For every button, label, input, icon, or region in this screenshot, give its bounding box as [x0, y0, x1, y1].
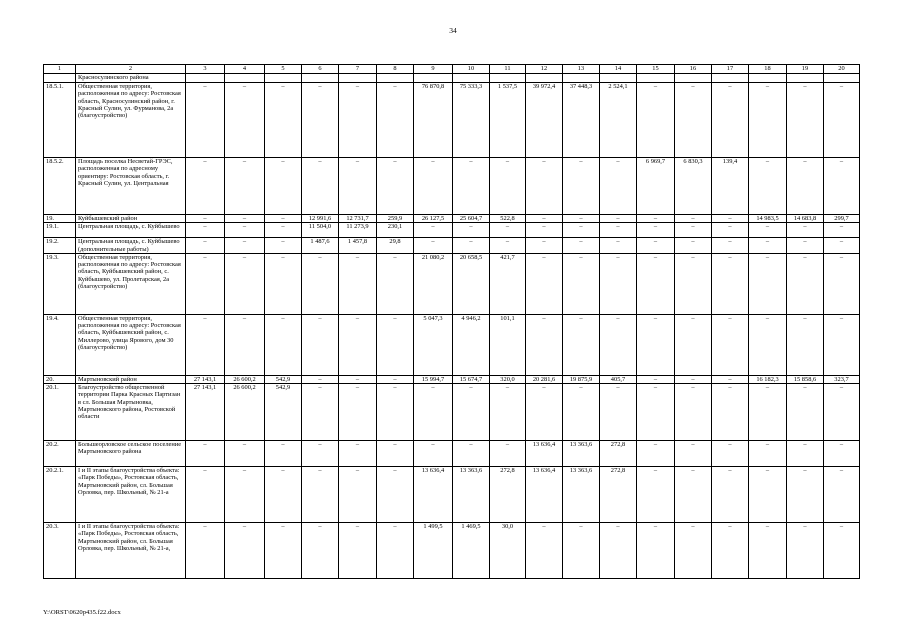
table-cell: 13 363,6 [563, 441, 600, 467]
table-cell: – [749, 158, 787, 215]
column-number: 13 [563, 65, 600, 74]
table-cell: – [675, 467, 712, 523]
table-cell: – [824, 238, 860, 254]
table-cell: – [339, 253, 377, 314]
table-cell: – [712, 215, 749, 223]
table-row [44, 74, 860, 83]
table-cell: – [675, 314, 712, 375]
table-cell: – [225, 253, 265, 314]
column-number: 10 [453, 65, 490, 74]
table-cell: – [749, 238, 787, 254]
table-cell: – [712, 523, 749, 579]
table-cell: – [600, 253, 637, 314]
table-cell: – [824, 384, 860, 441]
table-cell: – [749, 384, 787, 441]
table-cell: – [490, 223, 526, 238]
column-number: 4 [225, 65, 265, 74]
table-cell: – [186, 238, 225, 254]
table-cell: – [414, 158, 453, 215]
table-cell: – [186, 158, 225, 215]
table-cell: – [186, 83, 225, 158]
table-cell: – [265, 223, 302, 238]
table-cell: – [265, 441, 302, 467]
column-number: 7 [339, 65, 377, 74]
table-cell: – [377, 375, 414, 383]
table-cell: 12 731,7 [339, 215, 377, 223]
table-cell: 1 537,5 [490, 83, 526, 158]
table-cell: – [787, 238, 824, 254]
table-cell: – [490, 158, 526, 215]
row-name: I и II этапы благоустройства объекта: «Парк Победы», Ростовская область, Мартыновский район, сл. Большая Орловка, пер. Школьный, № 21-а [76, 467, 186, 523]
table-cell: – [225, 467, 265, 523]
table-cell: 1 457,8 [339, 238, 377, 254]
table-cell: – [225, 215, 265, 223]
table-cell: – [490, 441, 526, 467]
table-row [44, 238, 860, 254]
table-row [44, 375, 860, 383]
table-cell: – [225, 223, 265, 238]
column-number: 9 [414, 65, 453, 74]
table-cell: 6 830,3 [675, 158, 712, 215]
table-cell: – [377, 83, 414, 158]
table-cell: 11 504,0 [302, 223, 339, 238]
table-cell: – [339, 441, 377, 467]
table-cell: – [712, 314, 749, 375]
table-cell: 14 683,8 [787, 215, 824, 223]
table-cell: – [787, 467, 824, 523]
table-cell: 21 080,2 [414, 253, 453, 314]
table-cell: – [749, 523, 787, 579]
column-number: 11 [490, 65, 526, 74]
table-cell: – [675, 441, 712, 467]
table-cell: – [637, 441, 675, 467]
row-code: 19.1. [44, 223, 76, 238]
table-cell: – [526, 384, 563, 441]
table-cell: – [637, 384, 675, 441]
table-cell: – [824, 441, 860, 467]
table-cell: 26 600,2 [225, 384, 265, 441]
row-code [44, 74, 76, 83]
table-cell: – [377, 253, 414, 314]
table-cell: – [675, 384, 712, 441]
table-cell: – [377, 441, 414, 467]
table-cell [490, 74, 526, 83]
table-cell: – [339, 523, 377, 579]
table-row [44, 158, 860, 215]
column-number: 12 [526, 65, 563, 74]
table-cell: – [787, 158, 824, 215]
table-cell: – [225, 441, 265, 467]
table-cell: – [675, 223, 712, 238]
table-cell: – [186, 314, 225, 375]
table-cell: – [225, 238, 265, 254]
table-cell: – [637, 223, 675, 238]
table-cell [824, 74, 860, 83]
table-cell: – [787, 83, 824, 158]
table-cell: – [563, 384, 600, 441]
table-cell: – [675, 238, 712, 254]
table-cell: – [563, 253, 600, 314]
table-cell: 13 363,6 [453, 467, 490, 523]
table-cell: – [637, 375, 675, 383]
table-row [44, 223, 860, 238]
table-cell: – [637, 238, 675, 254]
table-cell: – [414, 384, 453, 441]
table-cell: 1 487,6 [302, 238, 339, 254]
table-cell: – [265, 467, 302, 523]
table-cell: – [339, 375, 377, 383]
table-cell: – [302, 523, 339, 579]
row-code: 19.4. [44, 314, 76, 375]
row-code: 18.5.1. [44, 83, 76, 158]
table-cell [265, 74, 302, 83]
table-cell: 37 448,3 [563, 83, 600, 158]
table-cell [600, 74, 637, 83]
row-name: Куйбышевский район [76, 215, 186, 223]
table-cell: – [265, 238, 302, 254]
table-cell: 101,1 [490, 314, 526, 375]
table-row [44, 253, 860, 314]
table-cell: 272,8 [600, 467, 637, 523]
table-cell: – [675, 523, 712, 579]
table-cell: 405,7 [600, 375, 637, 383]
table-cell: – [600, 238, 637, 254]
table-cell: 13 636,4 [526, 441, 563, 467]
table-cell: – [453, 158, 490, 215]
table-cell [377, 74, 414, 83]
table-cell: – [186, 441, 225, 467]
table-cell: – [637, 523, 675, 579]
table-cell: – [490, 384, 526, 441]
table-cell [712, 74, 749, 83]
row-code: 19.2. [44, 238, 76, 254]
table-cell: – [265, 83, 302, 158]
table-cell: – [225, 314, 265, 375]
row-name: Центральная площадь, с. Куйбышево (дополнительные работы) [76, 238, 186, 254]
column-number: 19 [787, 65, 824, 74]
table-cell: – [414, 441, 453, 467]
table-cell: – [526, 238, 563, 254]
row-name: Мартыновский район [76, 375, 186, 383]
table-cell: – [712, 384, 749, 441]
table-cell: 421,7 [490, 253, 526, 314]
table-cell: – [339, 384, 377, 441]
table-cell: – [563, 238, 600, 254]
table-cell: – [339, 83, 377, 158]
budget-table [43, 64, 860, 579]
table-cell: 76 870,8 [414, 83, 453, 158]
table-cell: – [526, 215, 563, 223]
column-number: 6 [302, 65, 339, 74]
table-cell: – [490, 238, 526, 254]
table-cell: – [302, 83, 339, 158]
table-cell: – [377, 314, 414, 375]
table-cell: 19 875,9 [563, 375, 600, 383]
column-number: 15 [637, 65, 675, 74]
table-cell: – [563, 215, 600, 223]
table-cell: 230,1 [377, 223, 414, 238]
table-cell: 542,9 [265, 384, 302, 441]
table-cell: – [824, 467, 860, 523]
table-cell: 6 969,7 [637, 158, 675, 215]
table-cell: – [225, 83, 265, 158]
table-cell: – [414, 223, 453, 238]
table-cell: 4 946,2 [453, 314, 490, 375]
row-code: 20.3. [44, 523, 76, 579]
table-cell: – [265, 314, 302, 375]
row-name: Красносулинского района [76, 74, 186, 83]
table-cell: – [453, 384, 490, 441]
table-cell: – [377, 384, 414, 441]
table-cell: – [339, 467, 377, 523]
row-code: 20.1. [44, 384, 76, 441]
column-number: 16 [675, 65, 712, 74]
table-row [44, 314, 860, 375]
table-cell: – [749, 467, 787, 523]
table-cell: – [302, 384, 339, 441]
table-cell: – [675, 215, 712, 223]
table-cell: 75 333,3 [453, 83, 490, 158]
table-cell: – [526, 523, 563, 579]
table-cell: – [302, 253, 339, 314]
table-cell: 272,8 [600, 441, 637, 467]
table-cell: – [787, 523, 824, 579]
footer-file-path: Y:\ORST\0620p435.f22.docx [43, 609, 121, 616]
table-cell: – [526, 253, 563, 314]
column-number: 5 [265, 65, 302, 74]
table-cell [339, 74, 377, 83]
table-row [44, 523, 860, 579]
table-cell: – [414, 238, 453, 254]
table-cell: 299,7 [824, 215, 860, 223]
table-cell: – [265, 253, 302, 314]
table-cell: – [563, 314, 600, 375]
row-name: Общественная территория, расположенная по адресу: Ростовская область, Куйбышевский район, с. Куйбышево, ул. Пролетарская, 2а (благоустройство) [76, 253, 186, 314]
table-cell: – [824, 223, 860, 238]
table-cell: – [225, 523, 265, 579]
table-cell: – [225, 158, 265, 215]
table-cell: – [787, 223, 824, 238]
table-cell: 13 363,6 [563, 467, 600, 523]
table-cell: 39 972,4 [526, 83, 563, 158]
row-code: 19. [44, 215, 76, 223]
table-cell: – [600, 314, 637, 375]
table-cell: – [637, 314, 675, 375]
table-cell: 139,4 [712, 158, 749, 215]
table-cell: – [787, 253, 824, 314]
table-cell: 13 636,4 [526, 467, 563, 523]
table-cell: – [712, 223, 749, 238]
table-cell: – [302, 375, 339, 383]
row-name: Площадь поселка Несветай-ГРЭС, расположенная по адресному ориентиру: Ростовская область, г. Красный Сулин, ул. Центральная [76, 158, 186, 215]
table-cell: – [265, 158, 302, 215]
column-number: 18 [749, 65, 787, 74]
table-cell: – [302, 467, 339, 523]
table-cell [563, 74, 600, 83]
table-cell: – [749, 83, 787, 158]
table-cell: 15 858,6 [787, 375, 824, 383]
table-cell: – [563, 158, 600, 215]
table-cell: – [265, 523, 302, 579]
table-cell: – [526, 314, 563, 375]
table-cell [675, 74, 712, 83]
table-cell: – [600, 215, 637, 223]
table-cell [787, 74, 824, 83]
table-cell: – [377, 467, 414, 523]
table-cell: – [824, 158, 860, 215]
table-cell: 26 600,2 [225, 375, 265, 383]
table-cell: 30,0 [490, 523, 526, 579]
table-cell [637, 74, 675, 83]
row-code: 20.2. [44, 441, 76, 467]
table-cell: 16 182,3 [749, 375, 787, 383]
table-cell: – [302, 441, 339, 467]
table-cell: – [824, 83, 860, 158]
table-cell: – [712, 238, 749, 254]
column-number-row [44, 65, 860, 74]
column-number: 17 [712, 65, 749, 74]
table-row [44, 215, 860, 223]
table-cell: – [453, 238, 490, 254]
table-cell: 1 499,5 [414, 523, 453, 579]
table-cell: – [186, 467, 225, 523]
table-cell: 15 674,7 [453, 375, 490, 383]
table-cell: – [563, 223, 600, 238]
table-cell [225, 74, 265, 83]
table-cell: – [453, 441, 490, 467]
table-cell: – [563, 523, 600, 579]
table-cell: – [675, 253, 712, 314]
table-cell: – [637, 83, 675, 158]
table-cell: – [787, 384, 824, 441]
table-cell: 320,0 [490, 375, 526, 383]
table-cell: 5 047,3 [414, 314, 453, 375]
table-cell [526, 74, 563, 83]
column-number: 1 [44, 65, 76, 74]
table-cell: – [824, 523, 860, 579]
table-cell: – [339, 314, 377, 375]
row-code: 19.3. [44, 253, 76, 314]
table-cell: 2 524,1 [600, 83, 637, 158]
column-number: 3 [186, 65, 225, 74]
table-cell: 26 127,5 [414, 215, 453, 223]
table-cell: – [377, 523, 414, 579]
table-cell: – [600, 223, 637, 238]
table-cell: 11 273,9 [339, 223, 377, 238]
table-cell [453, 74, 490, 83]
table-cell: 20 658,5 [453, 253, 490, 314]
table-cell [302, 74, 339, 83]
table-cell: – [749, 253, 787, 314]
table-cell: – [186, 523, 225, 579]
table-cell [414, 74, 453, 83]
table-cell: – [675, 375, 712, 383]
table-cell: – [712, 441, 749, 467]
table-cell: – [749, 314, 787, 375]
table-cell: – [749, 223, 787, 238]
row-name: Центральная площадь, с. Куйбышево [76, 223, 186, 238]
table-cell: – [637, 467, 675, 523]
table-cell: – [712, 253, 749, 314]
table-cell: – [787, 314, 824, 375]
row-name: Общественная территория, расположенная по адресу: Ростовская область, Куйбышевский район, с. Миллерово, улица Ярового, дом 30 (благоустройство) [76, 314, 186, 375]
table-cell: 29,8 [377, 238, 414, 254]
table-cell: 20 281,6 [526, 375, 563, 383]
table-cell: – [824, 314, 860, 375]
column-number: 2 [76, 65, 186, 74]
table-cell: – [265, 215, 302, 223]
table-cell: 25 604,7 [453, 215, 490, 223]
row-code: 18.5.2. [44, 158, 76, 215]
row-name: Общественная территория, расположенная по адресу: Ростовская область, Красносулинский район, г. Красный Сулин, ул. Фурманова, 2а (благоустройство) [76, 83, 186, 158]
table-cell: – [302, 158, 339, 215]
table-cell: – [675, 83, 712, 158]
table-cell: 522,8 [490, 215, 526, 223]
table-cell: 27 143,1 [186, 384, 225, 441]
table-cell: – [787, 441, 824, 467]
table-cell: 27 143,1 [186, 375, 225, 383]
table-cell: – [749, 441, 787, 467]
row-code: 20. [44, 375, 76, 383]
row-name: Большеорловское сельское поселение Мартыновского района [76, 441, 186, 467]
table-cell: – [453, 223, 490, 238]
table-cell: 542,9 [265, 375, 302, 383]
table-row [44, 441, 860, 467]
table-cell [749, 74, 787, 83]
table-row [44, 83, 860, 158]
table-cell: 323,7 [824, 375, 860, 383]
column-number: 14 [600, 65, 637, 74]
column-number: 20 [824, 65, 860, 74]
table-row [44, 384, 860, 441]
table-cell: – [377, 158, 414, 215]
column-number: 8 [377, 65, 414, 74]
table-cell: – [302, 314, 339, 375]
table-cell: 272,8 [490, 467, 526, 523]
table-cell: – [600, 523, 637, 579]
table-cell: 259,9 [377, 215, 414, 223]
table-cell: – [186, 223, 225, 238]
row-code: 20.2.1. [44, 467, 76, 523]
table-cell: 14 983,5 [749, 215, 787, 223]
table-cell: 1 469,5 [453, 523, 490, 579]
table-cell: – [339, 158, 377, 215]
table-cell: – [526, 223, 563, 238]
table-cell: – [600, 158, 637, 215]
table-cell: – [637, 215, 675, 223]
table-cell: – [712, 467, 749, 523]
table-cell: – [186, 215, 225, 223]
table-row [44, 467, 860, 523]
table-cell: – [186, 253, 225, 314]
row-name: I и II этапы благоустройства объекта: «Парк Победы», Ростовская область, Мартыновский район, сл. Большая Орловка, пер. Школьный, № 21-а, [76, 523, 186, 579]
table-cell: – [600, 384, 637, 441]
table-cell: – [712, 83, 749, 158]
table-cell: 12 991,6 [302, 215, 339, 223]
row-name: Благоустройство общественной территории Парка Красных Партизан в сл. Большая Мартыновка, Мартыновского района, Ростовской области [76, 384, 186, 441]
table-cell: – [526, 158, 563, 215]
table-cell: – [712, 375, 749, 383]
table-cell: 13 636,4 [414, 467, 453, 523]
table-cell [186, 74, 225, 83]
table-cell: – [637, 253, 675, 314]
page-number: 34 [449, 26, 457, 35]
table-cell: 15 994,7 [414, 375, 453, 383]
table-cell: – [824, 253, 860, 314]
